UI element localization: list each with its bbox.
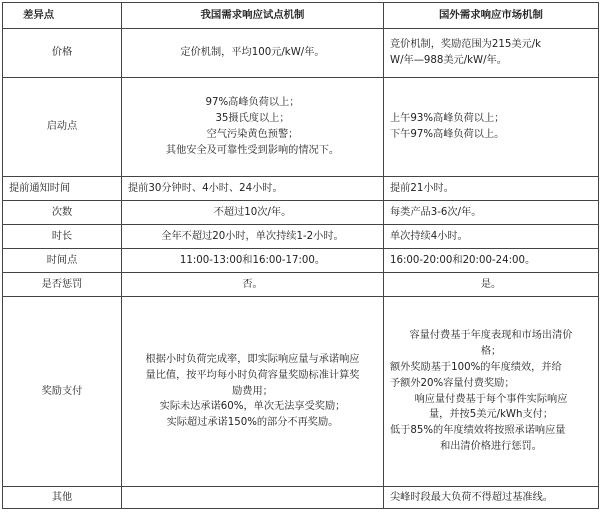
header-row [3, 3, 599, 29]
row-label-other: 其他 [3, 487, 122, 509]
cell-text: 全年不超过20小时，单次持续1-2小时。 [161, 230, 344, 242]
cell-foreign-payment [384, 297, 599, 487]
cell-foreign-trigger [384, 78, 599, 177]
cell-text: 空气污染黄色预警； [206, 129, 299, 140]
row-label-trigger: 启动点 [3, 78, 122, 177]
header-difference: 差异点 [3, 3, 122, 29]
cell-foreign-duration [384, 225, 599, 249]
header-china-mechanism: 我国需求响应试点机制 [122, 3, 384, 29]
cell-china-price [122, 29, 384, 78]
cell-text: 量比值，按平均每小时负荷容量奖励标准计算奖 [145, 369, 360, 381]
cell-text: 97%高峰负荷以上； [205, 97, 300, 109]
row-times [3, 201, 599, 225]
cell-text: 额外奖励基于100%的年度绩效，并给 [390, 361, 562, 373]
row-timepoint [3, 249, 599, 273]
row-penalty [3, 273, 599, 297]
cell-text: 下午97%高峰负荷以上。 [390, 129, 505, 140]
cell-foreign-times [384, 201, 599, 225]
cell-china-payment [122, 297, 384, 487]
cell-china-trigger [122, 78, 384, 177]
row-notice [3, 177, 599, 201]
row-label-price: 价格 [3, 29, 122, 78]
cell-text: 35摄氏度以上； [215, 113, 290, 125]
cell-text: 提前30分钟时、4小时、24小时。 [128, 182, 283, 194]
cell-foreign-price [384, 29, 599, 78]
row-label-timepoint: 时间点 [3, 249, 122, 273]
cell-text: 其他安全及可靠性受到影响的情况下。 [165, 144, 340, 156]
cell-china-times [122, 201, 384, 225]
cell-text: 和出清价格进行惩罚。 [440, 440, 542, 452]
cell-text: 容量付费基于年度表现和市场出清价 [409, 330, 573, 342]
cell-text: 定价机制，平均100元/kW/年。 [180, 47, 325, 59]
cell-foreign-penalty [384, 273, 599, 297]
row-payment [3, 297, 599, 487]
row-label-payment: 奖励支付 [3, 297, 122, 487]
header-foreign-mechanism: 国外需求响应市场机制 [384, 3, 599, 29]
cell-text: 量，并按5美元/kWh支付； [428, 409, 554, 421]
cell-text: 11:00-13:00和16:00-17:00。 [179, 254, 326, 266]
cell-text: 尖峰时段最大负荷不得超过基准线。 [390, 491, 553, 503]
cell-china-other [122, 487, 384, 509]
comparison-table [2, 2, 599, 509]
cell-text: 低于85%的年度绩效将按照承诺响应量 [390, 425, 566, 437]
cell-foreign-other [384, 487, 599, 509]
row-label-penalty: 是否惩罚 [3, 273, 122, 297]
cell-text: W/年—988美元/kW/年。 [390, 55, 507, 66]
cell-text: 根据小时负荷完成率，即实际响应量与承诺响应 [145, 353, 360, 365]
cell-text: 16:00-20:00和20:00-24:00。 [390, 254, 536, 266]
row-label-times: 次数 [3, 201, 122, 225]
cell-china-penalty [122, 273, 384, 297]
cell-china-timepoint [122, 249, 384, 273]
row-label-notice: 提前通知时间 [3, 177, 122, 201]
cell-text: 不超过10次/年。 [213, 206, 292, 218]
cell-text: 实际超过承诺150%的部分不再奖励。 [166, 417, 339, 429]
cell-text: 竞价机制，奖励范围为215美元/k [390, 39, 542, 51]
cell-text: 响应量付费基于每个事件实际响应 [414, 393, 568, 405]
row-other [3, 487, 599, 509]
row-label-duration: 时长 [3, 225, 122, 249]
cell-text: 上午93%高峰负荷以上； [390, 113, 505, 125]
cell-text: 单次持续4小时。 [390, 230, 468, 242]
row-duration [3, 225, 599, 249]
row-price [3, 29, 599, 78]
cell-text: 提前21小时。 [390, 182, 454, 194]
cell-china-notice [122, 177, 384, 201]
cell-foreign-notice [384, 177, 599, 201]
cell-text: 是。 [480, 278, 502, 290]
cell-foreign-timepoint [384, 249, 599, 273]
cell-china-duration [122, 225, 384, 249]
row-trigger [3, 78, 599, 177]
cell-text: 励费用； [232, 385, 273, 397]
cell-text: 每类产品3-6次/年。 [390, 206, 482, 218]
cell-text: 否。 [242, 278, 263, 290]
cell-text: 格； [480, 346, 502, 358]
cell-text: 予额外20%容量付费奖励； [390, 377, 515, 389]
cell-text: 实际未达承诺60%，单次无法享受奖励； [159, 401, 346, 413]
